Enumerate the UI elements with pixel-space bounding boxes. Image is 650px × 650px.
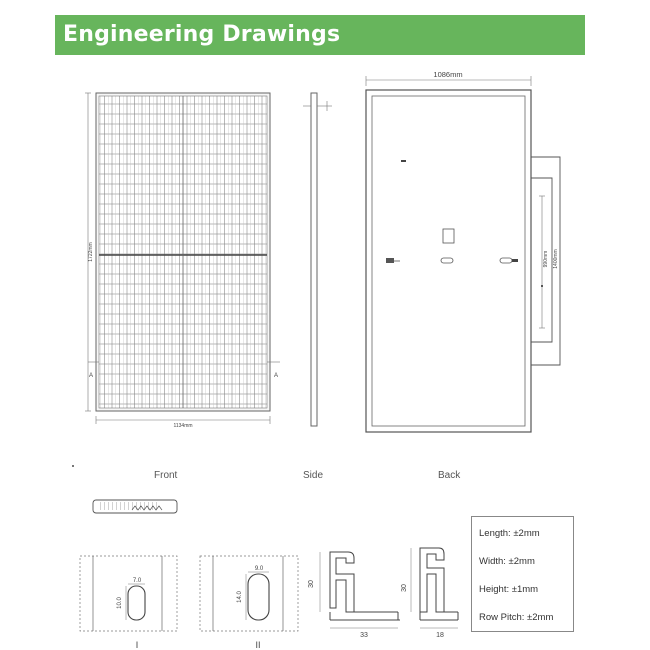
- tolerance-length: Length: ±2mm: [479, 528, 540, 539]
- detail-1: [80, 556, 177, 631]
- front-width-label: 1134mm: [173, 423, 193, 429]
- profile-1-height: 30: [308, 580, 315, 588]
- frame-profile-2: [411, 548, 458, 628]
- detail-1-width: 7.0: [132, 578, 142, 584]
- profile-2-height: 30: [401, 584, 408, 592]
- front-view-label: Front: [154, 470, 178, 481]
- front-height-label: 1722mm: [88, 242, 94, 262]
- page-title: Engineering Drawings: [63, 22, 341, 47]
- profile-1-width: 33: [360, 632, 368, 639]
- back-view-label: Back: [438, 470, 461, 481]
- section-marker-left: A: [88, 373, 94, 379]
- side-view-label: Side: [303, 470, 324, 481]
- cross-section-strip: [93, 500, 177, 513]
- frame-profile-1: [320, 552, 400, 628]
- detail-1-height: 10.0: [117, 597, 123, 609]
- detail-2-label: II: [255, 640, 261, 650]
- mount-inner-label: 990mm: [543, 250, 549, 268]
- tolerance-height: Height: ±1mm: [479, 584, 539, 595]
- tolerance-row-pitch: Row Pitch: ±2mm: [479, 612, 554, 623]
- tolerance-width: Width: ±2mm: [479, 556, 535, 567]
- detail-1-label: I: [135, 640, 139, 650]
- detail-2-height: 14.0: [237, 591, 243, 603]
- detail-2: [200, 556, 298, 631]
- profile-2-width: 18: [436, 632, 444, 639]
- tolerance-box: [471, 516, 574, 632]
- back-view: [366, 76, 560, 432]
- side-view: [303, 93, 332, 426]
- detail-2-width: 9.0: [254, 566, 264, 572]
- section-marker-right: A: [273, 373, 279, 379]
- front-view: [85, 93, 280, 424]
- back-width-label: 1086mm: [433, 70, 463, 79]
- mount-outer-label: 1400mm: [553, 249, 559, 269]
